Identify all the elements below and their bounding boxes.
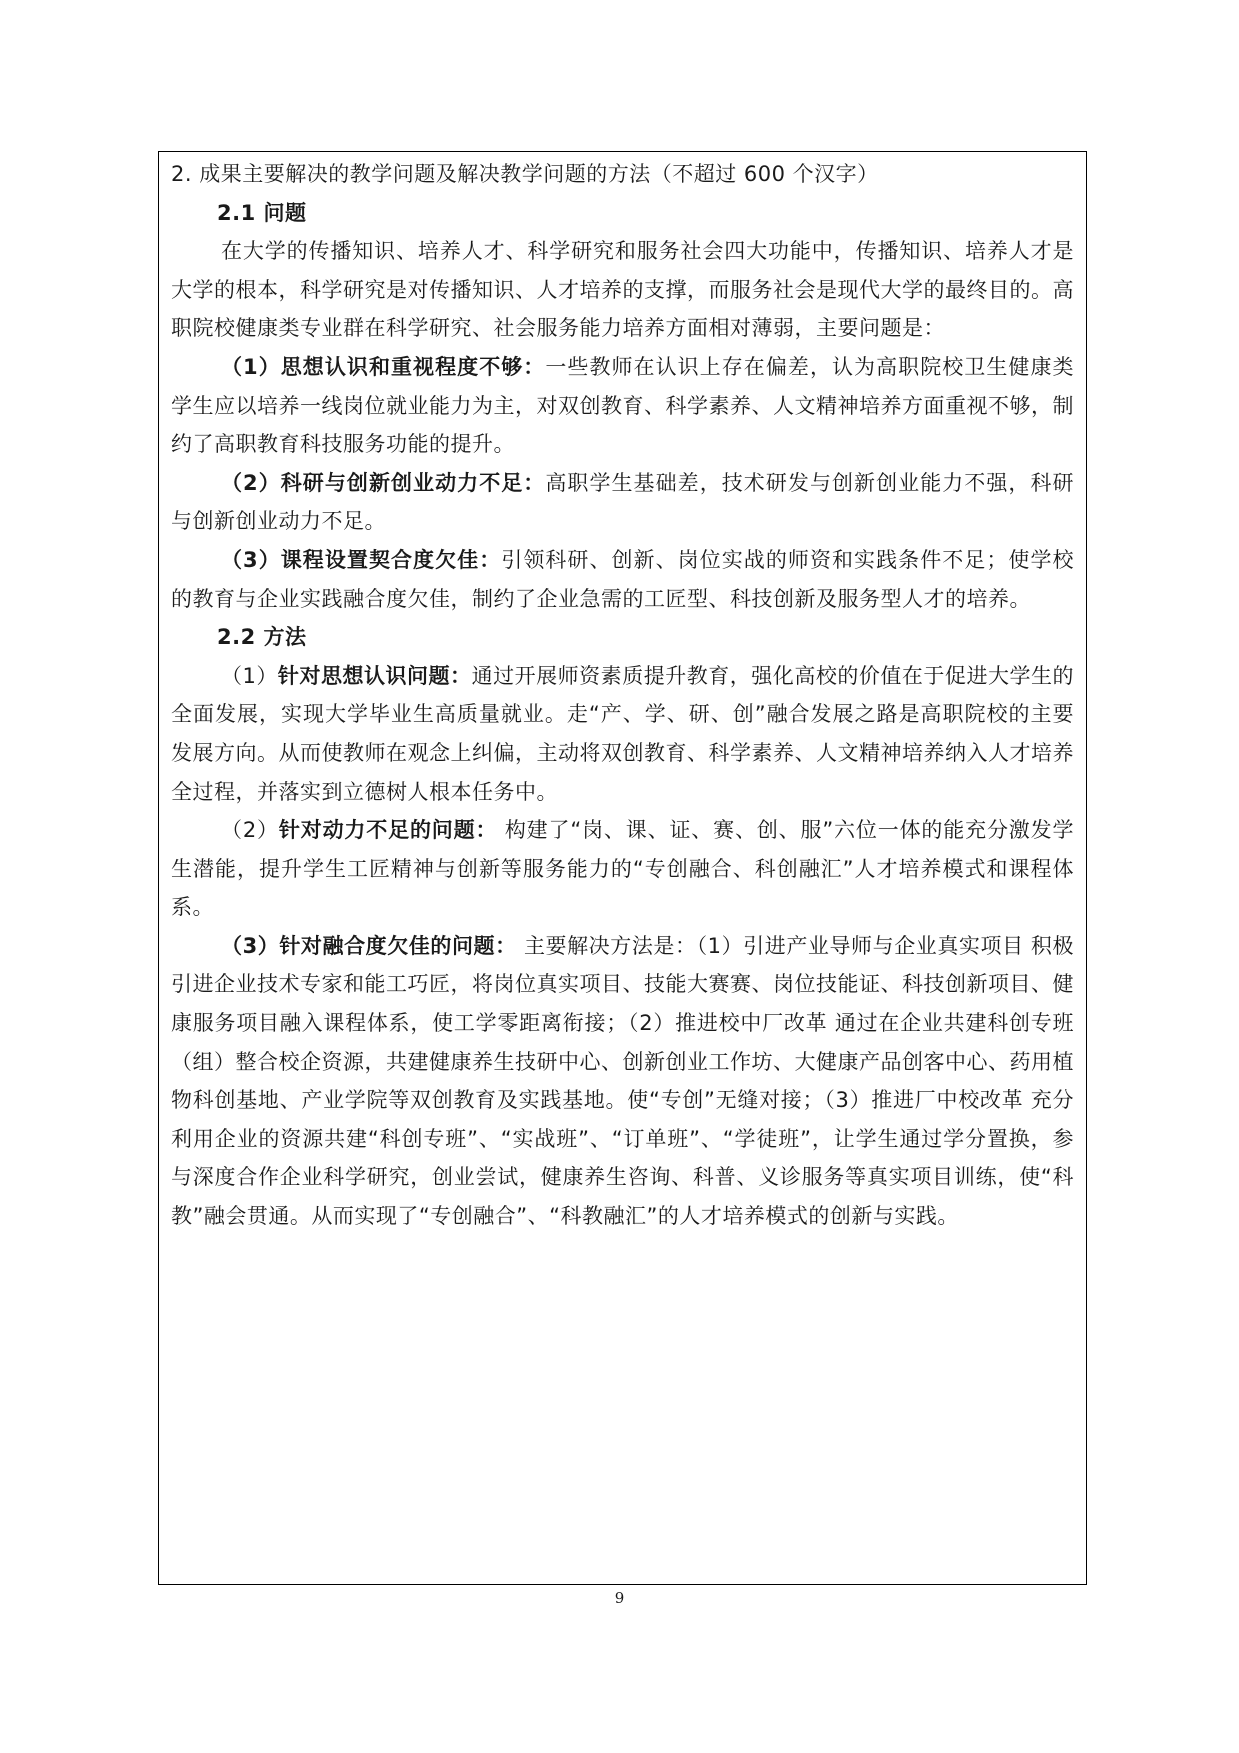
method-item-3-label: （3）针对融合度欠佳的问题：	[221, 933, 517, 958]
problem-item-2	[171, 464, 1074, 541]
method-item-1	[171, 657, 1074, 811]
method-item-2-prefix: （2）	[221, 818, 279, 843]
method-item-1-text: 通过开展师资素质提升教育，强化高校的价值在于促进大学生的全面发展，实现大学毕业生高质量就业。走“产、学、研、创”融合发展之路是高职院校的主要发展方向。从而使教师在观念上纠偏，主动将双创教育、科学素养、人文精神培养纳入人才培养全过程，并落实到立德树人根本任务中。	[171, 663, 1075, 804]
content-table-cell	[158, 151, 1087, 1585]
method-item-3	[171, 927, 1074, 1236]
problem-item-3	[171, 541, 1074, 618]
method-item-2	[171, 811, 1074, 927]
subsection-title-problem: 2.1 问题	[217, 200, 307, 225]
method-item-1-label: 针对思想认识问题：	[277, 663, 472, 688]
problem-item-1-text: 一些教师在认识上存在偏差，认为高职院校卫生健康类学生应以培养一线岗位就业能力为主，对双创教育、科学素养、人文精神培养方面重视不够，制约了高职教育科技服务功能的提升。	[171, 354, 1074, 457]
document-body	[171, 152, 1074, 1236]
method-item-2-text: 构建了“岗、课、证、赛、创、服”六位一体的能充分激发学生潜能，提升学生工匠精神与创新等服务能力的“专创融合、科创融汇”人才培养模式和课程体系。	[171, 818, 1074, 920]
problem-item-3-label: （3）课程设置契合度欠佳：	[221, 547, 502, 572]
problem-intro-paragraph: 在大学的传播知识、培养人才、科学研究和服务社会四大功能中，传播知识、培养人才是大学的根本，科学研究是对传播知识、人才培养的支撑，而服务社会是现代大学的最终目的。高职院校健康类专业群在科学研究、社会服务能力培养方面相对薄弱，主要问题是：	[171, 239, 1074, 341]
method-item-3-text: 主要解决方法是：（1）引进产业导师与企业真实项目 积极引进企业技术专家和能工巧匠，将岗位真实项目、技能大赛赛、岗位技能证、科技创新项目、健康服务项目融入课程体系，使工学零距离衔接；（2）推进校中厂改革 通过在企业共建科创专班（组）整合校企资源，共建健康养生技研中心、创新创业工作坊、大健康产品创客中心、药用植物科创基地、产业学院等双创教育及实践基地。使“专创”无缝对接；（3）推进厂中校改革 充分利用企业的资源共建“科创专班”、“实战班”、“订单班”、“学徒班”，让学生通过学分置换，参与深度合作企业科学研究，创业尝试，健康养生咨询、科普、义诊服务等真实项目训练，使“科教”融会贯通。从而实现了“专创融合”、“科教融汇”的人才培养模式的创新与实践。	[171, 933, 1074, 1229]
problem-item-2-label: （2）科研与创新创业动力不足：	[221, 470, 546, 495]
problem-item-3-text: 引领科研、创新、岗位实战的师资和实践条件不足；使学校的教育与企业实践融合度欠佳，制约了企业急需的工匠型、科技创新及服务型人才的培养。	[171, 547, 1074, 611]
section-heading: 2. 成果主要解决的教学问题及解决教学问题的方法（不超过 600 个汉字）	[171, 162, 879, 186]
page-number: 9	[614, 1589, 625, 1607]
problem-item-1-label: （1）思想认识和重视程度不够：	[221, 354, 546, 379]
problem-item-2-text: 高职学生基础差，技术研发与创新创业能力不强，科研与创新创业动力不足。	[171, 470, 1074, 534]
subsection-title-method: 2.2 方法	[217, 625, 307, 650]
problem-item-1	[171, 348, 1074, 464]
method-item-2-label: 针对动力不足的问题：	[278, 818, 498, 843]
method-item-1-prefix: （1）	[221, 663, 278, 688]
